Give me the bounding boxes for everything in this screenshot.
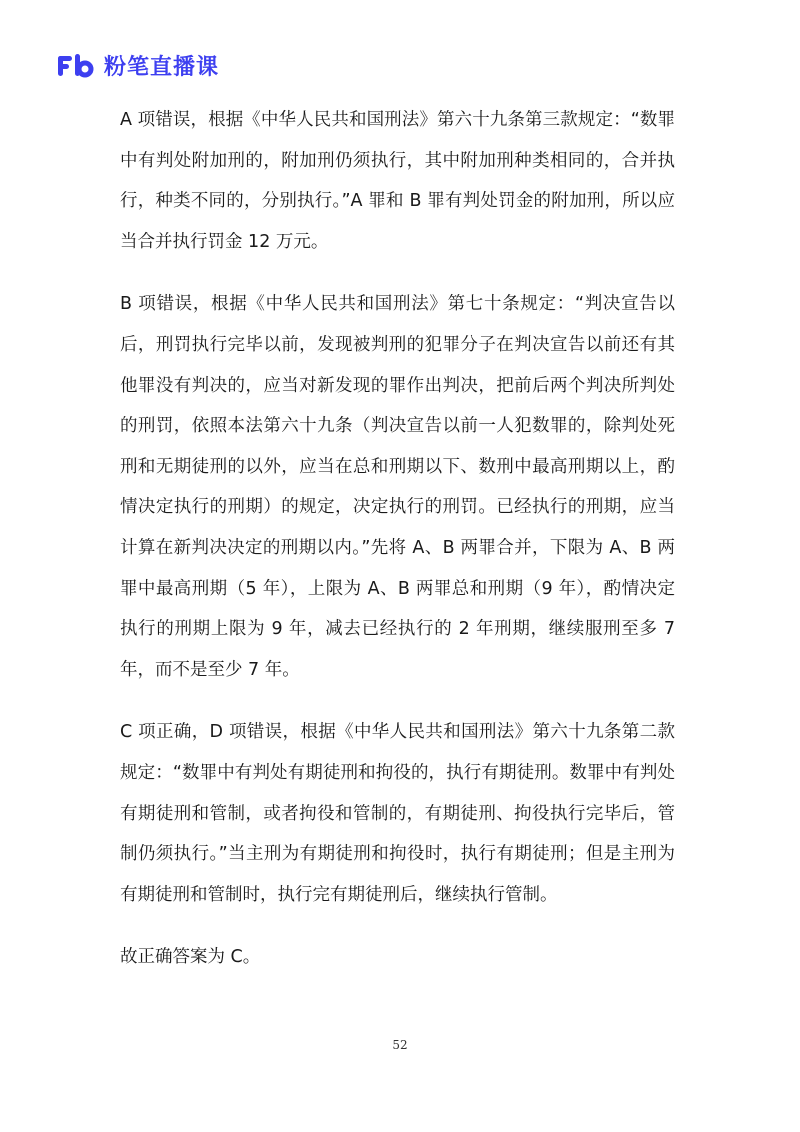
fb-logo-icon — [56, 53, 96, 79]
paragraph-answer: 故正确答案为 C。 — [120, 947, 261, 968]
brand-logo — [56, 50, 219, 81]
paragraph-option-a: A 项错误，根据《中华人民共和国刑法》第六十九条第三款规定：“数罪中有判处附加刑的，附加刑仍须执行，其中附加刑种类相同的，合并执行，种类不同的，分别执行。”A 罪和 B 罪有判处罚金的附加刑，所以应当合并执行罚金 12 万元。 — [120, 110, 675, 252]
page-number: 52 — [392, 1038, 408, 1052]
paragraph-option-c-d: C 项正确，D 项错误，根据《中华人民共和国刑法》第六十九条第二款规定：“数罪中有判处有期徒刑和拘役的，执行有期徒刑。数罪中有判处有期徒刑和管制，或者拘役和管制的，有期徒刑、拘役执行完毕后，管制仍须执行。”当主刑为有期徒刑和拘役时，执行有期徒刑；但是主刑为有期徒刑和管制时，执行完有期徒刑后，继续执行管制。 — [120, 722, 675, 905]
paragraph-option-b: B 项错误，根据《中华人民共和国刑法》第七十条规定：“判决宣告以后，刑罚执行完毕以前，发现被判刑的犯罪分子在判决宣告以前还有其他罪没有判决的，应当对新发现的罪作出判决，把前后两个判决所判处的刑罚，依照本法第六十九条（判决宣告以前一人犯数罪的，除判处死刑和无期徒刑的以外，应当在总和刑期以下、数刑中最高刑期以上，酌情决定执行的刑期）的规定，决定执行的刑罚。已经执行的刑期，应当计算在新判决决定的刑期以内。”先将 A、B 两罪合并，下限为 A、B 两罪中最高刑期（5 年），上限为 A、B 两罪总和刑期（9 年），酌情决定执行的刑期上限为 9 年，减去已经执行的 2 年刑期，继续服刑至多 7 年，而不是至少 7 年。 — [120, 294, 675, 680]
document-body — [120, 100, 675, 1000]
logo-text: 粉笔直播课 — [104, 55, 220, 80]
